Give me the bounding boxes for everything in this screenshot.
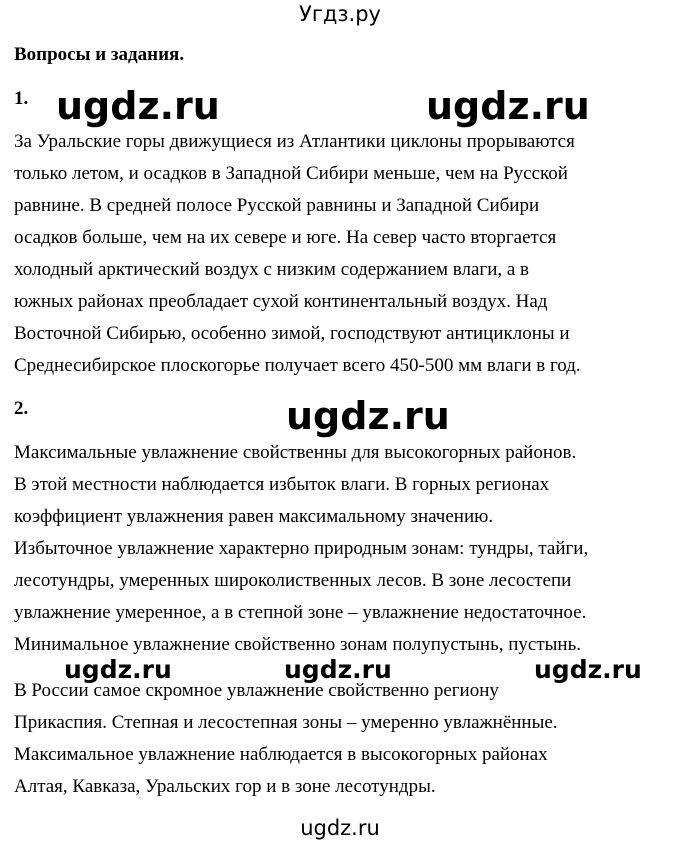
- text-line: В России самое скромное увлажнение свойственно региону: [14, 680, 499, 701]
- watermark: ugdz.ru: [534, 655, 642, 684]
- question-1-answer: [14, 126, 676, 382]
- text-line: Максимальные увлажнение свойственны для высокогорных районов.: [14, 442, 577, 463]
- text-line: Среднесибирское плоскогорье получает всего 450-500 мм влаги в год.: [14, 355, 581, 376]
- text-line: В этой местности наблюдается избыток влаги. В горных регионах: [14, 474, 550, 495]
- text-line: южных районах преобладает сухой континентальный воздух. Над: [14, 291, 548, 312]
- text-line: холодный арктический воздух с низким содержанием влаги, а в: [14, 259, 530, 280]
- watermark: ugdz.ru: [64, 655, 172, 684]
- watermark: ugdz.ru: [56, 84, 220, 128]
- text-line: равнине. В средней полосе Русской равнины и Западной Сибири: [14, 195, 540, 216]
- text-line: Минимальное увлажнение свойственно зонам полупустынь, пустынь.: [14, 634, 581, 655]
- text-line: осадков больше, чем на их севере и юге. На север часто вторгается: [14, 227, 557, 248]
- site-footer: ugdz.ru: [300, 816, 380, 840]
- watermark: ugdz.ru: [286, 394, 450, 438]
- text-line: Избыточное увлажнение характерно природным зонам: тундры, тайги,: [14, 538, 589, 559]
- text-line: Прикаспия. Степная и лесостепная зоны – умеренно увлажнённые.: [14, 712, 558, 733]
- text-line: только летом, и осадков в Западной Сибири меньше, чем на Русской: [14, 163, 568, 184]
- text-line: Максимальное увлажнение наблюдается в высокогорных районах: [14, 744, 548, 765]
- site-header: Угдз.ру: [299, 2, 381, 26]
- question-2-number: 2.: [14, 398, 29, 419]
- watermark: ugdz.ru: [284, 655, 392, 684]
- text-line: увлажнение умеренное, а в степной зоне – увлажнение недостаточное.: [14, 602, 587, 623]
- text-line: коэффициент увлажнения равен максимальному значению.: [14, 506, 494, 527]
- text-line: За Уральские горы движущиеся из Атлантики циклоны прорываются: [14, 131, 575, 152]
- question-2-answer-part-1: [14, 437, 676, 661]
- question-2-answer-part-2: [14, 675, 676, 803]
- section-heading: Вопросы и задания.: [14, 44, 185, 65]
- text-line: Восточной Сибирью, особенно зимой, господствуют антициклоны и: [14, 323, 570, 344]
- text-line: лесотундры, умеренных широколиственных лесов. В зоне лесостепи: [14, 570, 572, 591]
- text-line: Алтая, Кавказа, Уральских гор и в зоне лесотундры.: [14, 776, 436, 797]
- question-1-number: 1.: [14, 88, 29, 109]
- watermark: ugdz.ru: [426, 84, 590, 128]
